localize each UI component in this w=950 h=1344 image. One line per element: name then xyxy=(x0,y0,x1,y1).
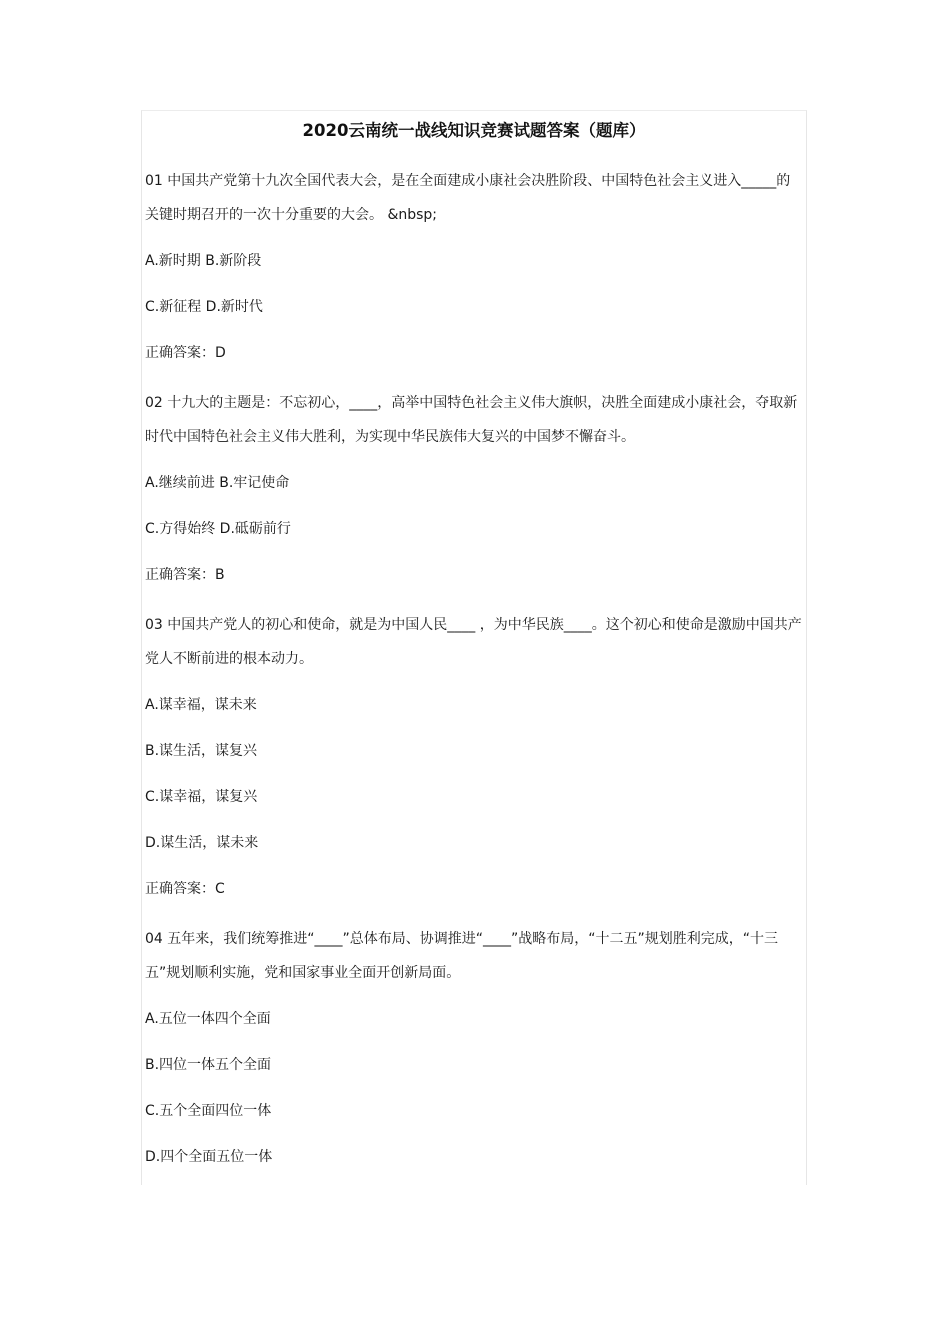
question-01 xyxy=(145,164,803,370)
question-option: C.新征程 D.新时代 xyxy=(145,299,263,315)
question-option: D.谋生活，谋未来 xyxy=(145,835,259,851)
question-answer: 正确答案：B xyxy=(145,567,225,583)
question-stem: 04 五年来，我们统筹推进“____”总体布局、协调推进“____”战略布局，“十二五”规划胜利完成，“十三五”规划顺利实施，党和国家事业全面开创新局面。 xyxy=(145,931,779,981)
question-option: A.新时期 B.新阶段 xyxy=(145,253,262,269)
question-option: A.五位一体四个全面 xyxy=(145,1011,271,1027)
question-03 xyxy=(145,608,803,906)
question-option: A.谋幸福，谋未来 xyxy=(145,697,257,713)
question-answer: 正确答案：C xyxy=(145,881,225,897)
question-02 xyxy=(145,386,803,592)
question-option: B.四位一体五个全面 xyxy=(145,1057,272,1073)
document-title: 2020云南统一战线知识竞赛试题答案（题库） xyxy=(302,121,646,140)
question-option: C.方得始终 D.砥砺前行 xyxy=(145,521,291,537)
question-option: A.继续前进 B.牢记使命 xyxy=(145,475,290,491)
document-body xyxy=(145,116,803,1174)
question-option: C.五个全面四位一体 xyxy=(145,1103,272,1119)
question-04 xyxy=(145,922,803,1174)
question-answer: 正确答案：D xyxy=(145,345,226,361)
question-stem: 03 中国共产党人的初心和使命，就是为中国人民____ ，为中华民族____。这个初心和使命是激励中国共产党人不断前进的根本动力。 xyxy=(145,617,802,667)
question-option: D.四个全面五位一体 xyxy=(145,1149,273,1165)
question-stem: 01 中国共产党第十九次全国代表大会，是在全面建成小康社会决胜阶段、中国特色社会主义进入_____的关键时期召开的一次十分重要的大会。 &nbsp; xyxy=(145,173,791,223)
question-option: C.谋幸福，谋复兴 xyxy=(145,789,258,805)
question-stem: 02 十九大的主题是：不忘初心，____，高举中国特色社会主义伟大旗帜，决胜全面建成小康社会，夺取新时代中国特色社会主义伟大胜利，为实现中华民族伟大复兴的中国梦不懈奋斗。 xyxy=(145,395,798,445)
question-option: B.谋生活，谋复兴 xyxy=(145,743,258,759)
